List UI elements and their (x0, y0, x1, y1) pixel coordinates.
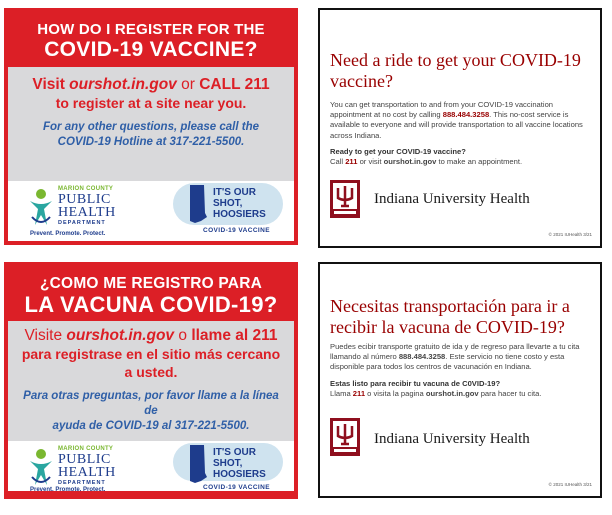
hotline-text (8, 389, 294, 434)
county-name: MARION COUNTY (58, 186, 114, 192)
slogan-line1: IT'S OUR (213, 447, 256, 458)
tagline: Prevent. Promote. Protect. (30, 231, 106, 237)
phone-211[interactable]: 211 (345, 157, 358, 167)
card-title: Need a ride to get your COVID-19 vaccine? (330, 50, 581, 91)
hotline-line2: COVID-19 Hotline at 317-221-5500. (57, 136, 245, 148)
logo-strip (8, 181, 294, 241)
register-line: to register at a site near you. (55, 95, 247, 111)
hotline-line2: ayuda de COVID-19 al 317-221-5500. (52, 420, 250, 432)
visit-word: Visit (32, 76, 65, 93)
website-link[interactable]: ourshot.in.gov (425, 388, 479, 398)
call-text: Llama (330, 388, 353, 398)
call-text: or visit (357, 157, 384, 167)
visit-word: Visite (24, 327, 63, 344)
call-text: o visita la pagina (365, 388, 426, 398)
website-link[interactable]: ourshot.in.gov (383, 157, 437, 167)
hotline-text (8, 120, 294, 150)
instructions-panel (8, 321, 294, 441)
body-text: You can get transportation to and from your COVID-19 vaccination appointment at no cost by calling (330, 100, 554, 120)
logo-strip (8, 441, 294, 491)
visit-line (8, 326, 294, 345)
iu-health-ride-card-spanish (318, 262, 602, 498)
card-body (330, 100, 590, 167)
tagline: Prevent. Promote. Protect. (30, 487, 106, 493)
register-line (8, 345, 294, 381)
card-header (8, 12, 294, 67)
or-word: or (181, 76, 195, 93)
indiana-state-icon (187, 183, 209, 225)
indiana-state-icon (187, 443, 209, 485)
county-name: MARION COUNTY (58, 446, 114, 452)
visit-line (8, 75, 294, 94)
card-title-line2: COVID-19 VACCINE? (44, 38, 258, 61)
register-line2: a usted. (124, 364, 178, 380)
website-link[interactable]: ourshot.in.gov (69, 76, 177, 93)
department-word: DEPARTMENT (58, 220, 106, 226)
call-211: llame al 211 (191, 327, 278, 344)
marion-county-health-logo (28, 185, 148, 237)
website-link[interactable]: ourshot.in.gov (66, 327, 175, 344)
transport-paragraph (330, 342, 590, 373)
vaccine-label: COVID-19 VACCINE (203, 227, 270, 234)
iu-health-name: Indiana University Health (374, 431, 530, 447)
person-figure-icon (28, 187, 54, 227)
copyright-text: © 2021 IUHealth 3/21 (548, 232, 592, 237)
card-title-line1: HOW DO I REGISTER FOR THE (37, 21, 265, 38)
health-word: HEALTH (58, 205, 116, 220)
covid-register-card-spanish (4, 262, 298, 499)
card-body (330, 342, 590, 399)
body-text: . This no-cost service is available to everyone and will provide transportation to all vaccine locations across Indiana. (330, 110, 583, 140)
iu-health-name: Indiana University Health (374, 191, 530, 207)
card-title-line2: LA VACUNA COVID-19? (24, 292, 278, 317)
marion-county-health-logo (28, 445, 148, 497)
our-shot-hoosiers-logo (173, 443, 283, 497)
slogan-line3: HOOSIERS (213, 209, 266, 220)
phone-number[interactable]: 888.484.3258 (442, 110, 490, 120)
call-line (330, 389, 590, 399)
public-word: PUBLIC (58, 192, 111, 207)
transport-paragraph (330, 100, 590, 141)
slogan (213, 447, 266, 480)
card-header (8, 266, 294, 321)
instructions-panel (8, 67, 294, 181)
hotline-line1: Para otras preguntas, por favor llame a la línea de (23, 390, 279, 417)
call-text: Call (330, 157, 346, 167)
body-text: . Este servicio no tiene costo y esta disponible para todos los centros de vacunación en Indiana. (330, 352, 565, 372)
covid-register-card-english (4, 8, 298, 245)
phone-211[interactable]: 211 (352, 388, 366, 398)
call-text: para hacer tu cita. (478, 388, 542, 398)
call-line (330, 157, 590, 167)
copyright-text: © 2021 IUHealth 3/21 (548, 482, 592, 487)
call-211: CALL 211 (199, 76, 270, 93)
card-title-line1: ¿COMO ME REGISTRO PARA (40, 275, 262, 292)
department-word: DEPARTMENT (58, 480, 106, 486)
slogan-line3: HOOSIERS (213, 469, 266, 480)
register-line1: para registrase en el sitio más cercano (21, 346, 281, 362)
slogan-line2: SHOT, (213, 458, 243, 469)
slogan-line2: SHOT, (213, 198, 243, 209)
person-figure-icon (28, 447, 54, 487)
health-word: HEALTH (58, 465, 116, 480)
iu-health-ride-card-english (318, 8, 602, 248)
card-title: Necesitas transportación para ir a recibir la vacuna de COVID-19? (330, 296, 570, 337)
ready-question: Estas listo para recibir tu vacuna de C0VID-19? (330, 378, 501, 388)
phone-number[interactable]: 888.484.3258 (398, 352, 446, 362)
our-shot-hoosiers-logo (173, 183, 283, 237)
or-word: o (178, 327, 187, 344)
vaccine-label: COVID-19 VACCINE (203, 484, 270, 491)
call-text: to make an appointment. (436, 157, 523, 167)
slogan-line1: IT'S OUR (213, 187, 256, 198)
hotline-line1: For any other questions, please call the (42, 121, 259, 133)
iu-trident-logo-icon (330, 180, 360, 218)
ready-question: Ready to get your COVID-19 vaccine? (330, 146, 466, 156)
public-word: PUBLIC (58, 452, 111, 467)
slogan (213, 187, 266, 220)
body-text: Puedes ecibir transporte gratuito de ida y de regreso para llevarte a tu cita llamando al número (330, 342, 580, 362)
iu-trident-logo-icon (330, 418, 360, 456)
